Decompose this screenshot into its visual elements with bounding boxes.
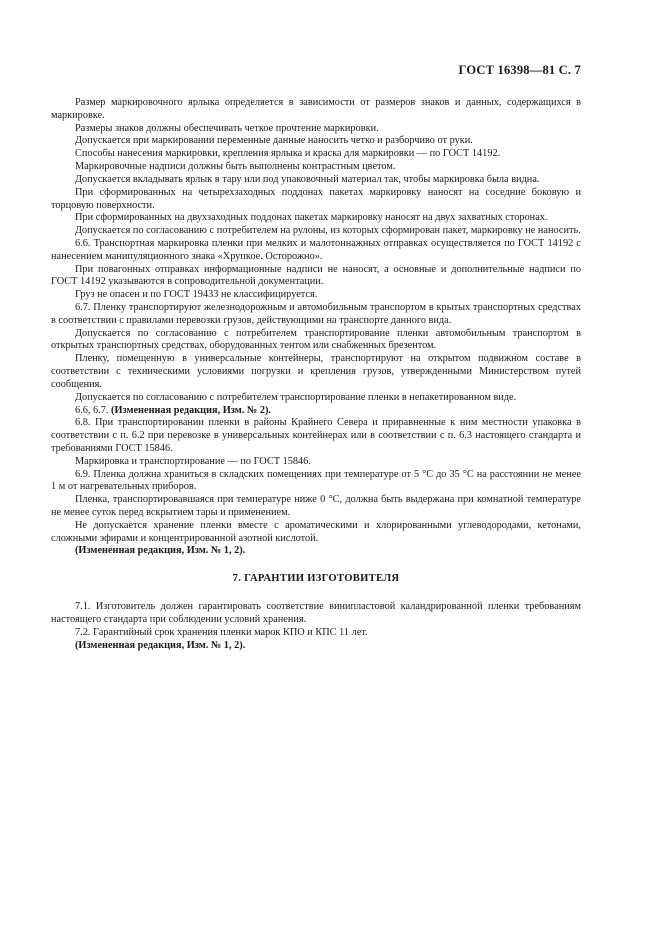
paragraph: Размер маркировочного ярлыка определяется в зависимости от размеров знаков и данных, содержащихся в маркировке. xyxy=(51,97,581,121)
edition-note: (Измененная редакция, Изм. № 1, 2). xyxy=(75,545,246,557)
paragraph: Допускается по согласованию с потребителем транспортирование пленки в непакетированном виде. xyxy=(75,391,517,403)
paragraph: Способы нанесения маркировки, крепления ярлыка и краска для маркировки — по ГОСТ 14192. xyxy=(75,148,501,160)
edition-note xyxy=(51,405,581,418)
section-title: 7. ГАРАНТИИ ИЗГОТОВИТЕЛЯ xyxy=(232,573,400,585)
paragraph-7-2: 7.2. Гарантийный срок хранения пленки марок КПО и КПС 11 лет. xyxy=(75,626,368,638)
document-body xyxy=(51,97,581,652)
paragraph: Маркировочные надписи должны быть выполнены контрастным цветом. xyxy=(75,161,396,173)
paragraph: Допускается при маркировании переменные данные наносить четко и разборчиво от руки. xyxy=(75,135,473,147)
paragraph-6-9: 6.9. Пленка должна храниться в складских помещениях при температуре от 5 °С до 35 °С на расстоянии не менее 1 м от нагревательных приборов. xyxy=(51,468,581,493)
edition-note-text: (Измененная редакция, Изм. № 2). xyxy=(111,404,271,416)
paragraph: При сформированных на четырехзаходных поддонах пакетах маркировку наносят на соседние боковую и торцовую поверхности. xyxy=(51,186,581,211)
edition-note-prefix: 6.6, 6.7. xyxy=(75,404,112,416)
paragraph: Размеры знаков должны обеспечивать четкое прочтение маркировки. xyxy=(75,122,379,134)
paragraph: Пленка, транспортировавшаяся при температуре ниже 0 °С, должна быть выдержана при комнатной температуре не менее суток перед вскрытием тары и применением. xyxy=(51,494,581,518)
paragraph: Маркировка и транспортирование — по ГОСТ 15846. xyxy=(75,455,311,467)
paragraph-6-8: 6.8. При транспортировании пленки в районы Крайнего Севера и приравненные к ним местности упаковка в соответствии с п. 6.2 при перевозке в универсальных контейнерах или в соответствии с п. 6.3 настоящего стандарта и требованиями ГОСТ 15846. xyxy=(51,417,581,454)
edition-note: (Измененная редакция, Изм. № 1, 2). xyxy=(75,639,246,651)
paragraph: При сформированных на двухзаходных поддонах пакетах маркировку наносят на двух захватных сторонах. xyxy=(75,212,548,224)
paragraph: Груз не опасен и по ГОСТ 19433 не классифицируется. xyxy=(75,289,318,301)
paragraph: Допускается по согласованию с потребителем на рулоны, из которых сформирован пакет, маркировку не наносить. xyxy=(75,225,581,237)
paragraph: Не допускается хранение пленки вместе с ароматическими и хлорированными углеводородами, кетонами, сложными эфирами и концентрированной азотной кислотой. xyxy=(51,519,581,544)
paragraph: Допускается вкладывать ярлык в тару или под упаковочный материал так, чтобы маркировка была видна. xyxy=(75,173,540,185)
paragraph-6-7: 6.7. Пленку транспортируют железнодорожным и автомобильным транспортом в крытых транспортных средствах в соответствии с правилами перевозки грузов, действующими на транспорте данного вида. xyxy=(51,302,581,326)
page-header: ГОСТ 16398—81 С. 7 xyxy=(458,63,581,77)
paragraph-7-1: 7.1. Изготовитель должен гарантировать соответствие винипластовой каландрированной пленки требованиям настоящего стандарта при соблюдении условий хранения. xyxy=(51,601,581,625)
paragraph: Допускается по согласованию с потребителем транспортирование пленки автомобильным транспортом в открытых транспортных средствах, оборудованных тентом или снабженных брезентом. xyxy=(51,327,581,352)
paragraph: Пленку, помещенную в универсальные контейнеры, транспортируют на открытом подвижном составе в соответствии с техническими условиями погрузки и крепления грузов, утвержденными Министерством путей сообщения. xyxy=(51,353,581,390)
paragraph: При повагонных отправках информационные надписи не наносят, а основные и дополнительные надписи по ГОСТ 14192 указываются в сопроводительной документации. xyxy=(51,263,581,288)
paragraph-6-6: 6.6. Транспортная маркировка пленки при мелких и малотоннажных отправках осуществляется по ГОСТ 14192 с нанесением манипуляционного знака «Хрупкое. Осторожно». xyxy=(51,237,581,262)
